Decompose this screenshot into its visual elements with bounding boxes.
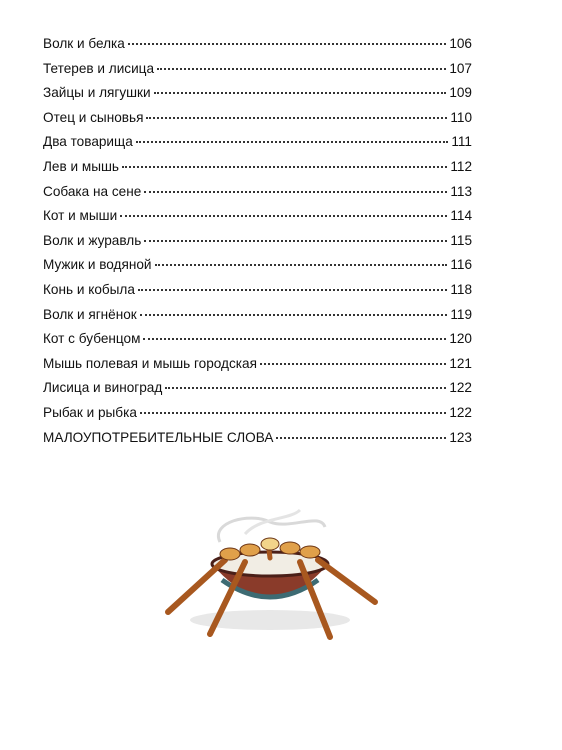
toc-leader-dots — [144, 191, 447, 193]
toc-entry — [43, 307, 472, 332]
toc-leader-dots — [157, 68, 446, 70]
toc-entry — [43, 134, 472, 159]
toc-entry-title: Рыбак и рыбка — [43, 404, 137, 420]
toc-entry-page: 120 — [449, 331, 472, 347]
toc-leader-dots — [155, 264, 448, 266]
toc-entry-page: 122 — [449, 380, 472, 396]
toc-leader-dots — [136, 141, 449, 143]
bowl-with-spoons-icon — [150, 492, 390, 642]
toc-entry — [43, 257, 472, 282]
toc-entry — [43, 430, 472, 455]
toc-entry-page: 110 — [450, 109, 472, 125]
toc-entry-title: Волк и белка — [43, 36, 125, 51]
toc-entry-title: Лисица и виноград — [43, 380, 163, 396]
toc-entry — [43, 282, 472, 307]
toc-entry-title: Зайцы и лягушки — [43, 85, 151, 101]
toc-entry — [43, 233, 472, 258]
toc-entry — [43, 208, 472, 233]
toc-entry-page: 115 — [450, 232, 472, 248]
toc-entry-page: 123 — [449, 429, 472, 445]
toc-entry-title: Мышь полевая и мышь городская — [43, 355, 257, 371]
toc-entry — [43, 331, 472, 356]
toc-entry-page: 111 — [451, 134, 472, 150]
toc-leader-dots — [146, 117, 447, 119]
toc-entry-page: 109 — [449, 85, 472, 101]
toc-leader-dots — [120, 215, 447, 217]
toc-entry — [43, 356, 472, 381]
toc-leader-dots — [144, 240, 447, 242]
toc-entry-title: Кот с бубенцом — [43, 331, 141, 347]
toc-entry — [43, 110, 472, 135]
toc-entry-title: Волк и журавль — [43, 232, 142, 248]
toc-entry-title: Волк и ягнёнок — [43, 306, 137, 322]
toc-entry-page: 121 — [449, 355, 472, 371]
toc-entry-page: 113 — [450, 183, 472, 199]
toc-leader-dots — [154, 92, 447, 94]
toc-leader-dots — [140, 412, 446, 414]
toc-entry-title: Кот и мыши — [43, 208, 118, 224]
toc-leader-dots — [165, 387, 446, 389]
toc-entry-title: Лев и мышь — [43, 158, 119, 174]
toc-entry — [43, 61, 472, 86]
toc-leader-dots — [260, 363, 446, 365]
toc-entry — [43, 159, 472, 184]
toc-entry — [43, 380, 472, 405]
table-of-contents — [43, 36, 472, 454]
toc-leader-dots — [143, 338, 446, 340]
toc-leader-dots — [276, 437, 446, 439]
toc-entry-page: 118 — [450, 281, 472, 297]
toc-entry-title: Мужик и водяной — [43, 257, 152, 273]
toc-entry-title: Собака на сене — [43, 183, 142, 199]
toc-entry-page: 119 — [450, 306, 472, 322]
toc-entry — [43, 405, 472, 430]
toc-entry-title: Два товарища — [43, 134, 133, 150]
toc-entry-title: Тетерев и лисица — [43, 60, 155, 76]
toc-entry-page: 107 — [449, 60, 472, 76]
toc-leader-dots — [122, 166, 447, 168]
toc-entry — [43, 36, 472, 61]
toc-entry-page: 116 — [450, 257, 472, 273]
toc-entry — [43, 85, 472, 110]
toc-leader-dots — [138, 289, 447, 291]
bowl-with-spoons-illustration — [150, 492, 390, 642]
toc-entry-title: Отец и сыновья — [43, 109, 144, 125]
toc-entry-title: МАЛОУПОТРЕБИТЕЛЬНЫЕ СЛОВА — [43, 429, 274, 445]
toc-leader-dots — [128, 43, 446, 45]
toc-leader-dots — [140, 314, 448, 316]
toc-entry-page: 122 — [449, 404, 472, 420]
toc-entry — [43, 184, 472, 209]
toc-entry-page: 112 — [450, 158, 472, 174]
toc-entry-page: 106 — [449, 36, 472, 51]
toc-entry-title: Конь и кобыла — [43, 281, 135, 297]
toc-entry-page: 114 — [450, 208, 472, 224]
